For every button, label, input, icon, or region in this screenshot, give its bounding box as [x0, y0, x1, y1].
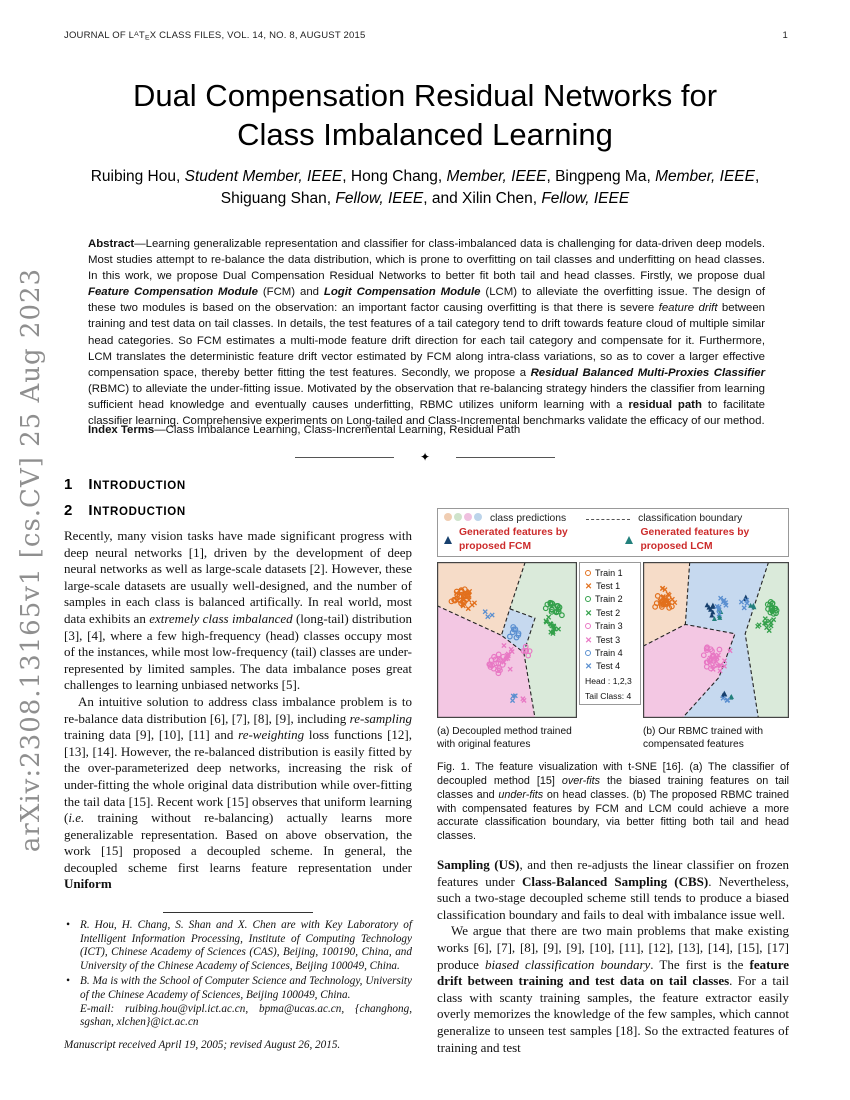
legend-lcm-label: Generated features by proposed LCM	[640, 527, 750, 552]
manuscript-note: Manuscript received April 19, 2005; revised August 26, 2015.	[64, 1038, 341, 1051]
class-prediction-dots-icon	[444, 512, 484, 526]
x-marker-icon: ✕	[585, 661, 593, 672]
panel-a-caption-line1: (a) Decoupled method trained	[437, 726, 572, 737]
right-column-text	[437, 857, 789, 1056]
figure-1	[437, 508, 789, 844]
class-dot-icon	[444, 513, 452, 521]
legend-item-label: Test 3	[596, 634, 621, 645]
legend-item-label: Train 2	[595, 594, 623, 605]
diamond-icon: ✦	[419, 450, 431, 464]
section-number: 1	[64, 476, 73, 493]
paragraph: Sampling (US), and then re-adjusts the linear classifier on frozen features under Class-Balanced Sampling (CBS). Nevertheless, such a two-stage decoupled scheme still tends to produce a biased classification boundary and fails to deal with imbalance issue well.	[437, 856, 789, 922]
marker-legend	[579, 562, 641, 705]
legend-item-train-4	[585, 646, 638, 659]
class-dot-icon	[464, 513, 472, 521]
footnote-item: • R. Hou, H. Chang, S. Shan and X. Chen are with Key Laboratory of Intelligent Information Processing, Institute of Computing Technology (ICT), Chinese Academy of Sciences (CAS), Beijing, 100190, China, and University of the Chinese Academy of Sciences, Beijing 100049, China.	[64, 919, 412, 973]
page-number: 1	[782, 30, 788, 41]
x-marker-icon: ✕	[585, 607, 593, 618]
footnote-rule	[163, 912, 313, 913]
journal-name: JOURNAL OF $L^ATEX$ CLASS FILES, VOL. 14, NO. 8, AUGUST 2015	[64, 30, 366, 42]
x-marker-icon: ✕	[585, 581, 593, 592]
journal-header	[64, 30, 788, 42]
panel-a-caption	[437, 726, 577, 751]
footnote-item: • B. Ma is with the School of Computer Science and Technology, University of the Chinese Academy of Sciences, Beijing 100049, China. E-mail: ruibing.hou@vipl.ict.ac.cn, bpma@ucas.ac.cn, {changhong, sgshan, xlchen}@ict.ac.cn	[64, 975, 412, 1029]
legend-fcm-label: Generated features by proposed FCM	[459, 527, 568, 552]
legend-row-generated	[444, 526, 782, 554]
panel-b-wrap	[643, 562, 789, 751]
legend-classification-boundary-label: classification boundary	[638, 513, 743, 524]
panel-b-caption-line1: (b) Our RBMC trained with	[643, 726, 764, 737]
separator-line-right	[456, 457, 555, 458]
panel-a-plot	[437, 562, 577, 723]
section-separator	[295, 450, 555, 465]
left-column-text	[64, 528, 412, 893]
section-title: INTRODUCTION	[88, 476, 186, 493]
figure-legend	[437, 508, 789, 557]
legend-item-test-1	[585, 579, 638, 592]
section-number: 2	[64, 502, 73, 519]
paper-title-line2: Class Imbalanced Learning	[237, 117, 613, 152]
head-classes-note: Head : 1,2,3	[585, 676, 632, 687]
legend-item-label: Train 4	[595, 648, 623, 659]
author-list: Ruibing Hou, Student Member, IEEE, Hong Chang, Member, IEEE, Bingpeng Ma, Member, IEEE, Shiguang Shan, Fellow, IEEE, and Xilin Chen, Fellow, IEEE	[90, 168, 760, 207]
paragraph: Recently, many vision tasks have made significant progress with deep neural networks [1], driven by the development of deep neural networks as well as large-scale datasets [2]. However, these large-scale datasets are usually well-designed, and the number of samples in each class is balanced artifically. In real world, most data exhibits an extremely class imbalanced (long-tail) distribution [3], [4], where a few high-frequency (head) classes occupy most of the instances, while most low-frequency (tail) classes are under-represented by limited samples. The data imbalance poses great challenges to learning unbiased networks [5].	[64, 528, 412, 693]
legend-item-test-4	[585, 660, 638, 673]
fcm-triangle-icon	[444, 536, 452, 544]
index-terms: Index Terms—Class Imbalance Learning, Class-Incremental Learning, Residual Path	[88, 424, 521, 436]
figure-caption: Fig. 1. The feature visualization with t-SNE [16]. (a) The classifier of decoupled method [15] over-fits the biased training features on tail classes and under-fits on head classes. (b) The proposed RBMC trained with compensated features by FCM and LCM could achieve a more accurate classification boundary, via better fitting both tail and head classes.	[437, 761, 789, 843]
footnote-list	[64, 919, 412, 1030]
lcm-triangle-icon	[625, 536, 633, 544]
legend-item-train-3	[585, 620, 638, 633]
panel-a-scatter	[437, 562, 577, 718]
panel-a-caption-line2: with original features	[437, 738, 531, 750]
legend-item-label: Train 1	[595, 567, 623, 578]
circle-marker-icon	[585, 623, 591, 629]
legend-row-predictions	[444, 512, 782, 526]
left-column	[64, 472, 412, 893]
legend-class-predictions-label: class predictions	[490, 513, 567, 524]
panel-b-plot	[643, 562, 789, 723]
panel-a-wrap	[437, 562, 577, 751]
legend-item-label: Test 1	[596, 581, 621, 592]
figure-panels	[437, 562, 789, 751]
section-heading-2	[64, 502, 412, 520]
circle-marker-icon	[585, 650, 591, 656]
legend-item-train-1	[585, 566, 638, 579]
legend-item-label: Test 2	[596, 607, 621, 618]
class-dot-icon	[454, 513, 462, 521]
paper-title-line1: Dual Compensation Residual Networks for	[132, 78, 718, 113]
circle-marker-icon	[585, 596, 591, 602]
legend-item-label: Train 3	[595, 621, 623, 632]
paragraph: We argue that there are two main problems that make existing works [6], [7], [8], [9], [9], [10], [11], [12], [13], [14], [15], [17] produce biased classification boundary. The first is the feature drift between training and test data on tail classes. For a tail class with scanty training samples, the feature extractor easily overly memorizes the knowledge of the few samples, which cannot generalize to unseen test samples [18]. So the extracted features of training and test	[437, 923, 789, 1055]
footnote-block	[64, 912, 412, 1051]
circle-marker-icon	[585, 570, 591, 576]
tail-class-note: Tail Class: 4	[585, 690, 632, 701]
legend-item-train-2	[585, 593, 638, 606]
legend-item-test-3	[585, 633, 638, 646]
panel-b-caption-line2: compensated features	[643, 738, 744, 750]
right-column	[437, 472, 789, 1056]
section-heading-1	[64, 476, 412, 494]
paragraph: An intuitive solution to address class imbalance problem is to re-balance data distribution [6], [7], [8], [9], including re-sampling training data [9], [10], [11] and re-weighting loss functions [12], [13], [14]. However, the re-balanced distribution is easily fitted by the over-parameterized deep networks, increasing the risk of under-fitting the whole original data distribution while over-fitting the tail data [15]. Recent work [15] observes that uniform learning (i.e. training without re-balancing) actually learns more generalizable representation. Based on above observation, the work [15] proposed a decoupled scheme. In general, the decoupled scheme first learns feature representation under Uniform	[64, 693, 412, 892]
panel-b-scatter	[643, 562, 789, 718]
section-title: INTRODUCTION	[88, 502, 186, 519]
legend-item-test-2	[585, 606, 638, 619]
x-marker-icon: ✕	[585, 634, 593, 645]
separator-line-left	[295, 457, 394, 458]
class-dot-icon	[474, 513, 482, 521]
legend-item-label: Test 4	[596, 661, 621, 672]
dashed-line-icon	[586, 519, 630, 520]
marker-legend-items	[585, 566, 638, 673]
arxiv-watermark: arXiv:2308.13165v1 [cs.CV] 25 Aug 2023	[16, 267, 46, 853]
panel-b-caption	[643, 726, 789, 751]
paper-title	[0, 76, 850, 154]
abstract: Abstract—Learning generalizable representation and classifier for class-imbalanced data is challenging for data-driven deep models. Most studies attempt to re-balance the data distribution, which is prone to overfitting on tail classes and underfitting on head classes. In this work, we propose Dual Compensation Residual Networks to better fit both tail and head classes. Firstly, we propose dual Feature Compensation Module (FCM) and Logit Compensation Module (LCM) to alleviate the overfitting issue. The design of these two modules is based on the observation: an important factor causing overfitting is that there is severe feature drift between training and test data on tail classes. In details, the test features of a tail category tend to drift towards feature cloud of multiple similar head categories. So FCM estimates a multi-mode feature drift direction for each tail category and compensate for it. Furthermore, LCM translates the deterministic feature drift vector estimated by FCM along intra-class variations, so as to cover a larger effective compensation space, thereby better fitting the test features. Secondly, we propose a Residual Balanced Multi-Proxies Classifier (RBMC) to alleviate the under-fitting issue. Motivated by the observation that re-balancing strategy hinders the classifier from learning sufficient head knowledge and eventually causes underfitting, RBMC utilizes uniform learning with a residual path to facilitate classifier learning. Comprehensive experiments on Long-tailed and Class-Incremental benchmarks validate the efficacy of our method.	[88, 238, 766, 428]
